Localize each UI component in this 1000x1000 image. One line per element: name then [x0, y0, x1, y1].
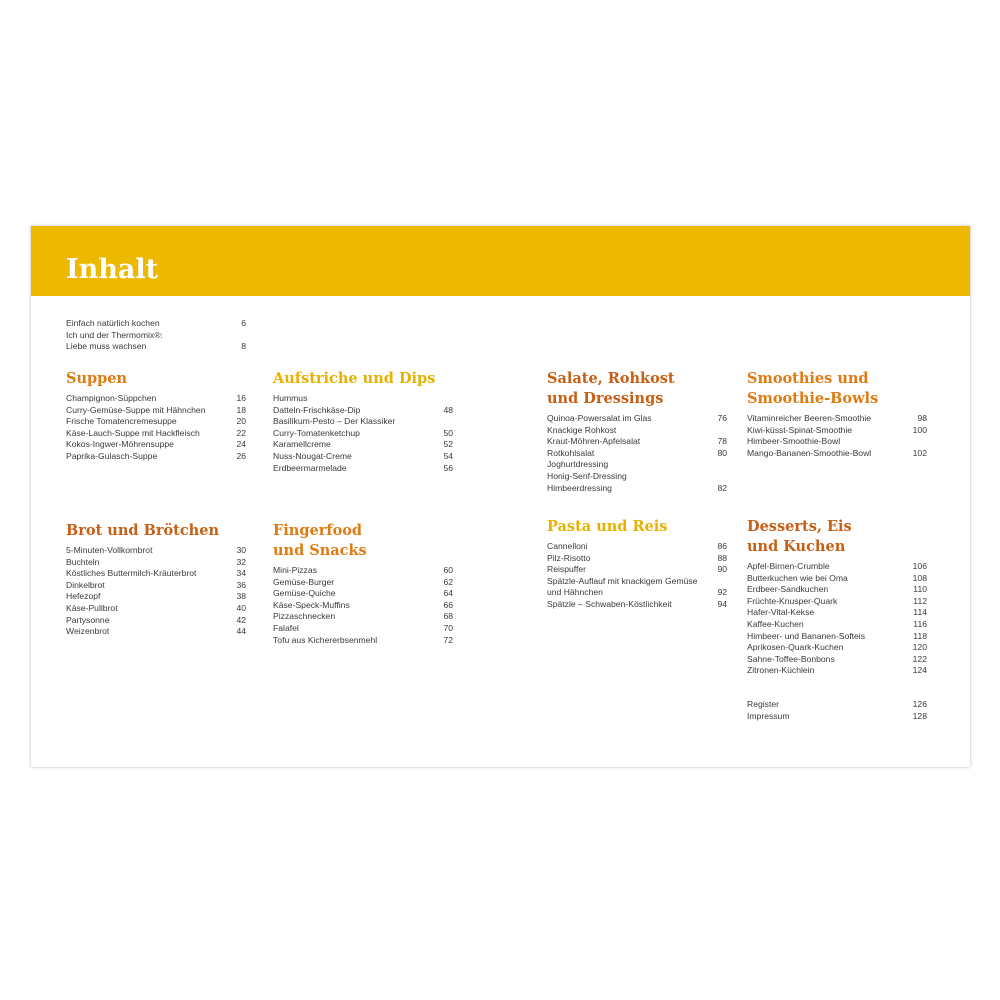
toc-entry — [66, 416, 246, 428]
entry-title: Rotkohlsalat — [547, 447, 595, 458]
section-entries — [66, 545, 246, 638]
entry-page-number: 38 — [236, 591, 246, 602]
entry-title: Weizenbrot — [66, 626, 110, 637]
heading-line: Salate, Rohkost — [547, 370, 675, 387]
heading-line: und Snacks — [273, 542, 367, 559]
entry-title: Nuss-Nougat-Creme — [273, 450, 352, 461]
entry-title: Sahne-Toffee-Bonbons — [747, 653, 835, 664]
entry-page-number: 124 — [912, 665, 927, 676]
section-heading: Pasta und Reis — [547, 518, 668, 535]
entry-title: Champignon-Süppchen — [66, 393, 157, 403]
entry-page-number: 102 — [912, 447, 927, 458]
entry-title: Dinkelbrot — [66, 579, 105, 590]
entry-title: Butterkuchen wie bei Oma — [747, 572, 848, 583]
entry-title: Falafel — [273, 622, 299, 633]
toc-entry — [66, 591, 246, 603]
toc-entry — [547, 587, 727, 599]
entry-title: Knackige Rohkost — [547, 424, 617, 435]
entry-title: Curry-Gemüse-Suppe mit Hähnchen — [66, 404, 206, 415]
section-entries — [273, 393, 453, 474]
entry-page-number: 30 — [236, 545, 246, 555]
entry-page-number: 92 — [717, 587, 727, 598]
section-entries — [547, 413, 727, 494]
entry-title: Kraut-Möhren-Apfelsalat — [547, 436, 641, 447]
section-heading: Suppen — [66, 370, 128, 387]
entry-page-number: 24 — [236, 439, 246, 450]
entry-title: Erdbeer-Sandkuchen — [747, 584, 829, 595]
entry-title: Datteln-Frischkäse-Dip — [273, 404, 361, 415]
section-pasta — [547, 517, 727, 611]
section-heading — [747, 517, 927, 557]
toc-entry — [547, 425, 727, 437]
entry-title: Honig-Senf-Dressing — [547, 470, 627, 481]
toc-entry — [547, 599, 727, 611]
entry-page-number: 34 — [236, 568, 246, 579]
entry-page-number: 56 — [443, 462, 453, 473]
toc-entry — [66, 615, 246, 627]
section-heading: Brot und Brötchen — [66, 522, 219, 539]
heading-line: Smoothie-Bowls — [747, 390, 879, 407]
toc-entry — [747, 665, 927, 677]
section-salate — [547, 369, 727, 494]
entry-page-number: 36 — [236, 579, 246, 590]
entry-title: Köstliches Buttermilch-Kräuterbrot — [66, 568, 197, 579]
entry-page-number: 44 — [236, 626, 246, 637]
entry-title: Himbeer-Smoothie-Bowl — [747, 436, 841, 447]
toc-entry — [547, 448, 727, 460]
appendix-section — [747, 699, 927, 722]
entry-page-number: 54 — [443, 450, 453, 461]
entry-page-number: 70 — [443, 622, 453, 633]
entry-page-number: 52 — [443, 439, 453, 450]
entry-page-number: 16 — [236, 393, 246, 403]
toc-entry — [747, 607, 927, 619]
toc-entry — [747, 619, 927, 631]
toc-entry — [273, 611, 453, 623]
heading-line: Smoothies und — [747, 370, 869, 387]
toc-entry — [747, 448, 927, 460]
appendix-list — [747, 699, 927, 722]
entry-title: Joghurtdressing — [547, 459, 609, 470]
toc-entry — [273, 439, 453, 451]
entry-page-number: 72 — [443, 634, 453, 645]
section-heading — [547, 369, 727, 409]
toc-entry — [273, 463, 453, 475]
entry-title: Himbeerdressing — [547, 482, 612, 493]
entry-title: Zitronen-Küchlein — [747, 665, 815, 676]
entry-page-number: 128 — [912, 710, 927, 721]
entry-page-number: 68 — [443, 611, 453, 622]
section-entries — [66, 393, 246, 463]
entry-title: Ich und der Thermomix®: — [66, 329, 163, 340]
entry-title: Register — [747, 699, 779, 709]
entry-title: Paprika-Gulasch-Suppe — [66, 450, 158, 461]
entry-title: Kaffee-Kuchen — [747, 618, 804, 629]
entry-title: Kokos-Ingwer-Möhrensuppe — [66, 439, 174, 450]
entry-title: Käse-Lauch-Suppe mit Hackfleisch — [66, 427, 200, 438]
entry-page-number: 106 — [912, 561, 927, 571]
toc-entry — [747, 436, 927, 448]
toc-entry — [547, 459, 727, 471]
entry-page-number: 94 — [717, 598, 727, 609]
entry-title: Curry-Tomatenketchup — [273, 427, 360, 438]
header-band — [31, 226, 970, 296]
entry-page-number: 88 — [717, 552, 727, 563]
toc-entry — [273, 588, 453, 600]
toc-entry — [547, 553, 727, 565]
toc-entry — [747, 561, 927, 573]
entry-title: Gemüse-Burger — [273, 576, 335, 587]
section-entries — [747, 413, 927, 459]
toc-entry — [273, 635, 453, 647]
toc-entry — [273, 451, 453, 463]
entry-page-number: 18 — [236, 404, 246, 415]
toc-entry — [66, 393, 246, 405]
entry-title: Erdbeermarmelade — [273, 462, 347, 473]
entry-title: und Hähnchen — [547, 587, 603, 598]
entry-title: Mini-Pizzas — [273, 565, 317, 575]
entry-page-number: 40 — [236, 602, 246, 613]
toc-entry — [547, 576, 727, 588]
toc-entry — [547, 471, 727, 483]
entry-title: Gemüse-Quiche — [273, 588, 336, 599]
section-heading — [273, 521, 453, 561]
entry-page-number: 48 — [443, 404, 453, 415]
entry-title: Liebe muss wachsen — [66, 341, 147, 352]
intro-list — [66, 318, 246, 353]
entry-title: Tofu aus Kichererbsenmehl — [273, 634, 378, 645]
toc-entry — [66, 341, 246, 353]
entry-page-number: 90 — [717, 564, 727, 575]
entry-page-number: 76 — [717, 413, 727, 423]
toc-entry — [747, 699, 927, 711]
entry-title: Apfel-Birnen-Crumble — [747, 561, 830, 571]
toc-entry — [66, 626, 246, 638]
toc-entry — [66, 330, 246, 342]
entry-page-number: 122 — [912, 653, 927, 664]
entry-page-number: 112 — [913, 595, 927, 606]
toc-entry — [273, 600, 453, 612]
entry-page-number: 6 — [241, 318, 246, 328]
toc-entry — [747, 631, 927, 643]
toc-entry — [273, 428, 453, 440]
entry-page-number: 80 — [717, 447, 727, 458]
toc-entry — [66, 451, 246, 463]
entry-title: Karamellcreme — [273, 439, 331, 450]
heading-line: und Kuchen — [747, 538, 846, 555]
entry-page-number: 42 — [236, 614, 246, 625]
entry-title: Cannelloni — [547, 541, 588, 551]
entry-page-number: 22 — [236, 427, 246, 438]
entry-title: Pilz-Risotto — [547, 552, 591, 563]
entry-page-number: 8 — [241, 341, 246, 352]
toc-entry — [66, 603, 246, 615]
intro-section — [66, 318, 246, 353]
entry-title: Aprikosen-Quark-Kuchen — [747, 642, 844, 653]
entry-page-number: 120 — [912, 642, 927, 653]
entry-title: 5-Minuten-Vollkornbrot — [66, 545, 153, 555]
entry-title: Mango-Bananen-Smoothie-Bowl — [747, 447, 872, 458]
section-fingerfood — [273, 521, 453, 646]
toc-entry — [747, 642, 927, 654]
section-heading — [747, 369, 927, 409]
section-aufstriche — [273, 369, 453, 474]
entry-title: Käse-Pullbrot — [66, 602, 118, 613]
entry-page-number: 32 — [236, 556, 246, 567]
entry-title: Himbeer- und Bananen-Softeis — [747, 630, 865, 641]
section-heading: Aufstriche und Dips — [273, 370, 436, 387]
entry-title: Impressum — [747, 710, 790, 721]
entry-title: Buchteln — [66, 556, 100, 567]
toc-entry — [66, 318, 246, 330]
entry-title: Reispuffer — [547, 564, 587, 575]
entry-page-number: 126 — [912, 699, 927, 709]
entry-page-number: 86 — [717, 541, 727, 551]
toc-entry — [547, 483, 727, 495]
entry-page-number: 114 — [913, 607, 927, 618]
toc-entry — [273, 393, 453, 405]
entry-title: Käse-Speck-Muffins — [273, 599, 350, 610]
entry-page-number: 66 — [443, 599, 453, 610]
toc-entry — [747, 654, 927, 666]
toc-entry — [547, 436, 727, 448]
heading-line: Desserts, Eis — [747, 518, 852, 535]
entry-page-number: 100 — [912, 424, 927, 435]
toc-entry — [747, 596, 927, 608]
heading-line: Fingerfood — [273, 522, 363, 539]
page-title: Inhalt — [66, 254, 159, 285]
entry-title: Basilikum-Pesto – Der Klassiker — [273, 416, 396, 427]
toc-entry — [547, 564, 727, 576]
entry-page-number: 110 — [913, 584, 927, 595]
section-brot — [66, 521, 246, 638]
section-entries — [747, 561, 927, 677]
entry-page-number: 78 — [717, 436, 727, 447]
entry-title: Pizzaschnecken — [273, 611, 336, 622]
section-suppen — [66, 369, 246, 463]
toc-entry — [273, 565, 453, 577]
entry-page-number: 98 — [917, 413, 927, 423]
entry-title: Partysonne — [66, 614, 110, 625]
entry-page-number: 20 — [236, 416, 246, 427]
toc-entry — [66, 405, 246, 417]
entry-title: Früchte-Knusper-Quark — [747, 595, 838, 606]
section-smoothies — [747, 369, 927, 459]
entry-page-number: 108 — [912, 572, 927, 583]
toc-entry — [66, 580, 246, 592]
entry-title: Einfach natürlich kochen — [66, 318, 160, 328]
entry-title: Hefezopf — [66, 591, 101, 602]
toc-entry — [747, 413, 927, 425]
toc-entry — [747, 425, 927, 437]
toc-entry — [66, 428, 246, 440]
toc-entry — [547, 413, 727, 425]
entry-title: Hummus — [273, 393, 308, 403]
entry-title: Frische Tomatencremesuppe — [66, 416, 177, 427]
entry-title: Hafer-Vital-Kekse — [747, 607, 815, 618]
entry-page-number: 116 — [913, 618, 927, 629]
entry-page-number: 50 — [443, 427, 453, 438]
entry-title: Spätzle-Auflauf mit knackigem Gemüse — [547, 575, 698, 586]
section-entries — [273, 565, 453, 646]
toc-entry — [66, 545, 246, 557]
section-desserts — [747, 517, 927, 677]
toc-entry — [747, 573, 927, 585]
entry-page-number: 26 — [236, 450, 246, 461]
toc-entry — [747, 584, 927, 596]
entry-page-number: 64 — [443, 588, 453, 599]
toc-entry — [273, 416, 453, 428]
toc-entry — [66, 568, 246, 580]
toc-entry — [273, 623, 453, 635]
toc-entry — [273, 577, 453, 589]
book-spread — [31, 226, 970, 767]
entry-page-number: 60 — [443, 565, 453, 575]
entry-page-number: 62 — [443, 576, 453, 587]
entry-title: Kiwi-küsst-Spinat-Smoothie — [747, 424, 853, 435]
entry-title: Spätzle – Schwaben-Köstlichkeit — [547, 598, 672, 609]
entry-title: Quinoa-Powersalat im Glas — [547, 413, 652, 423]
toc-entry — [747, 711, 927, 723]
heading-line: und Dressings — [547, 390, 664, 407]
toc-entry — [547, 541, 727, 553]
toc-entry — [66, 557, 246, 569]
entry-page-number: 118 — [913, 630, 927, 641]
toc-entry — [273, 405, 453, 417]
toc-entry — [66, 439, 246, 451]
section-entries — [547, 541, 727, 611]
entry-page-number: 82 — [717, 482, 727, 493]
entry-title: Vitaminreicher Beeren-Smoothie — [747, 413, 872, 423]
